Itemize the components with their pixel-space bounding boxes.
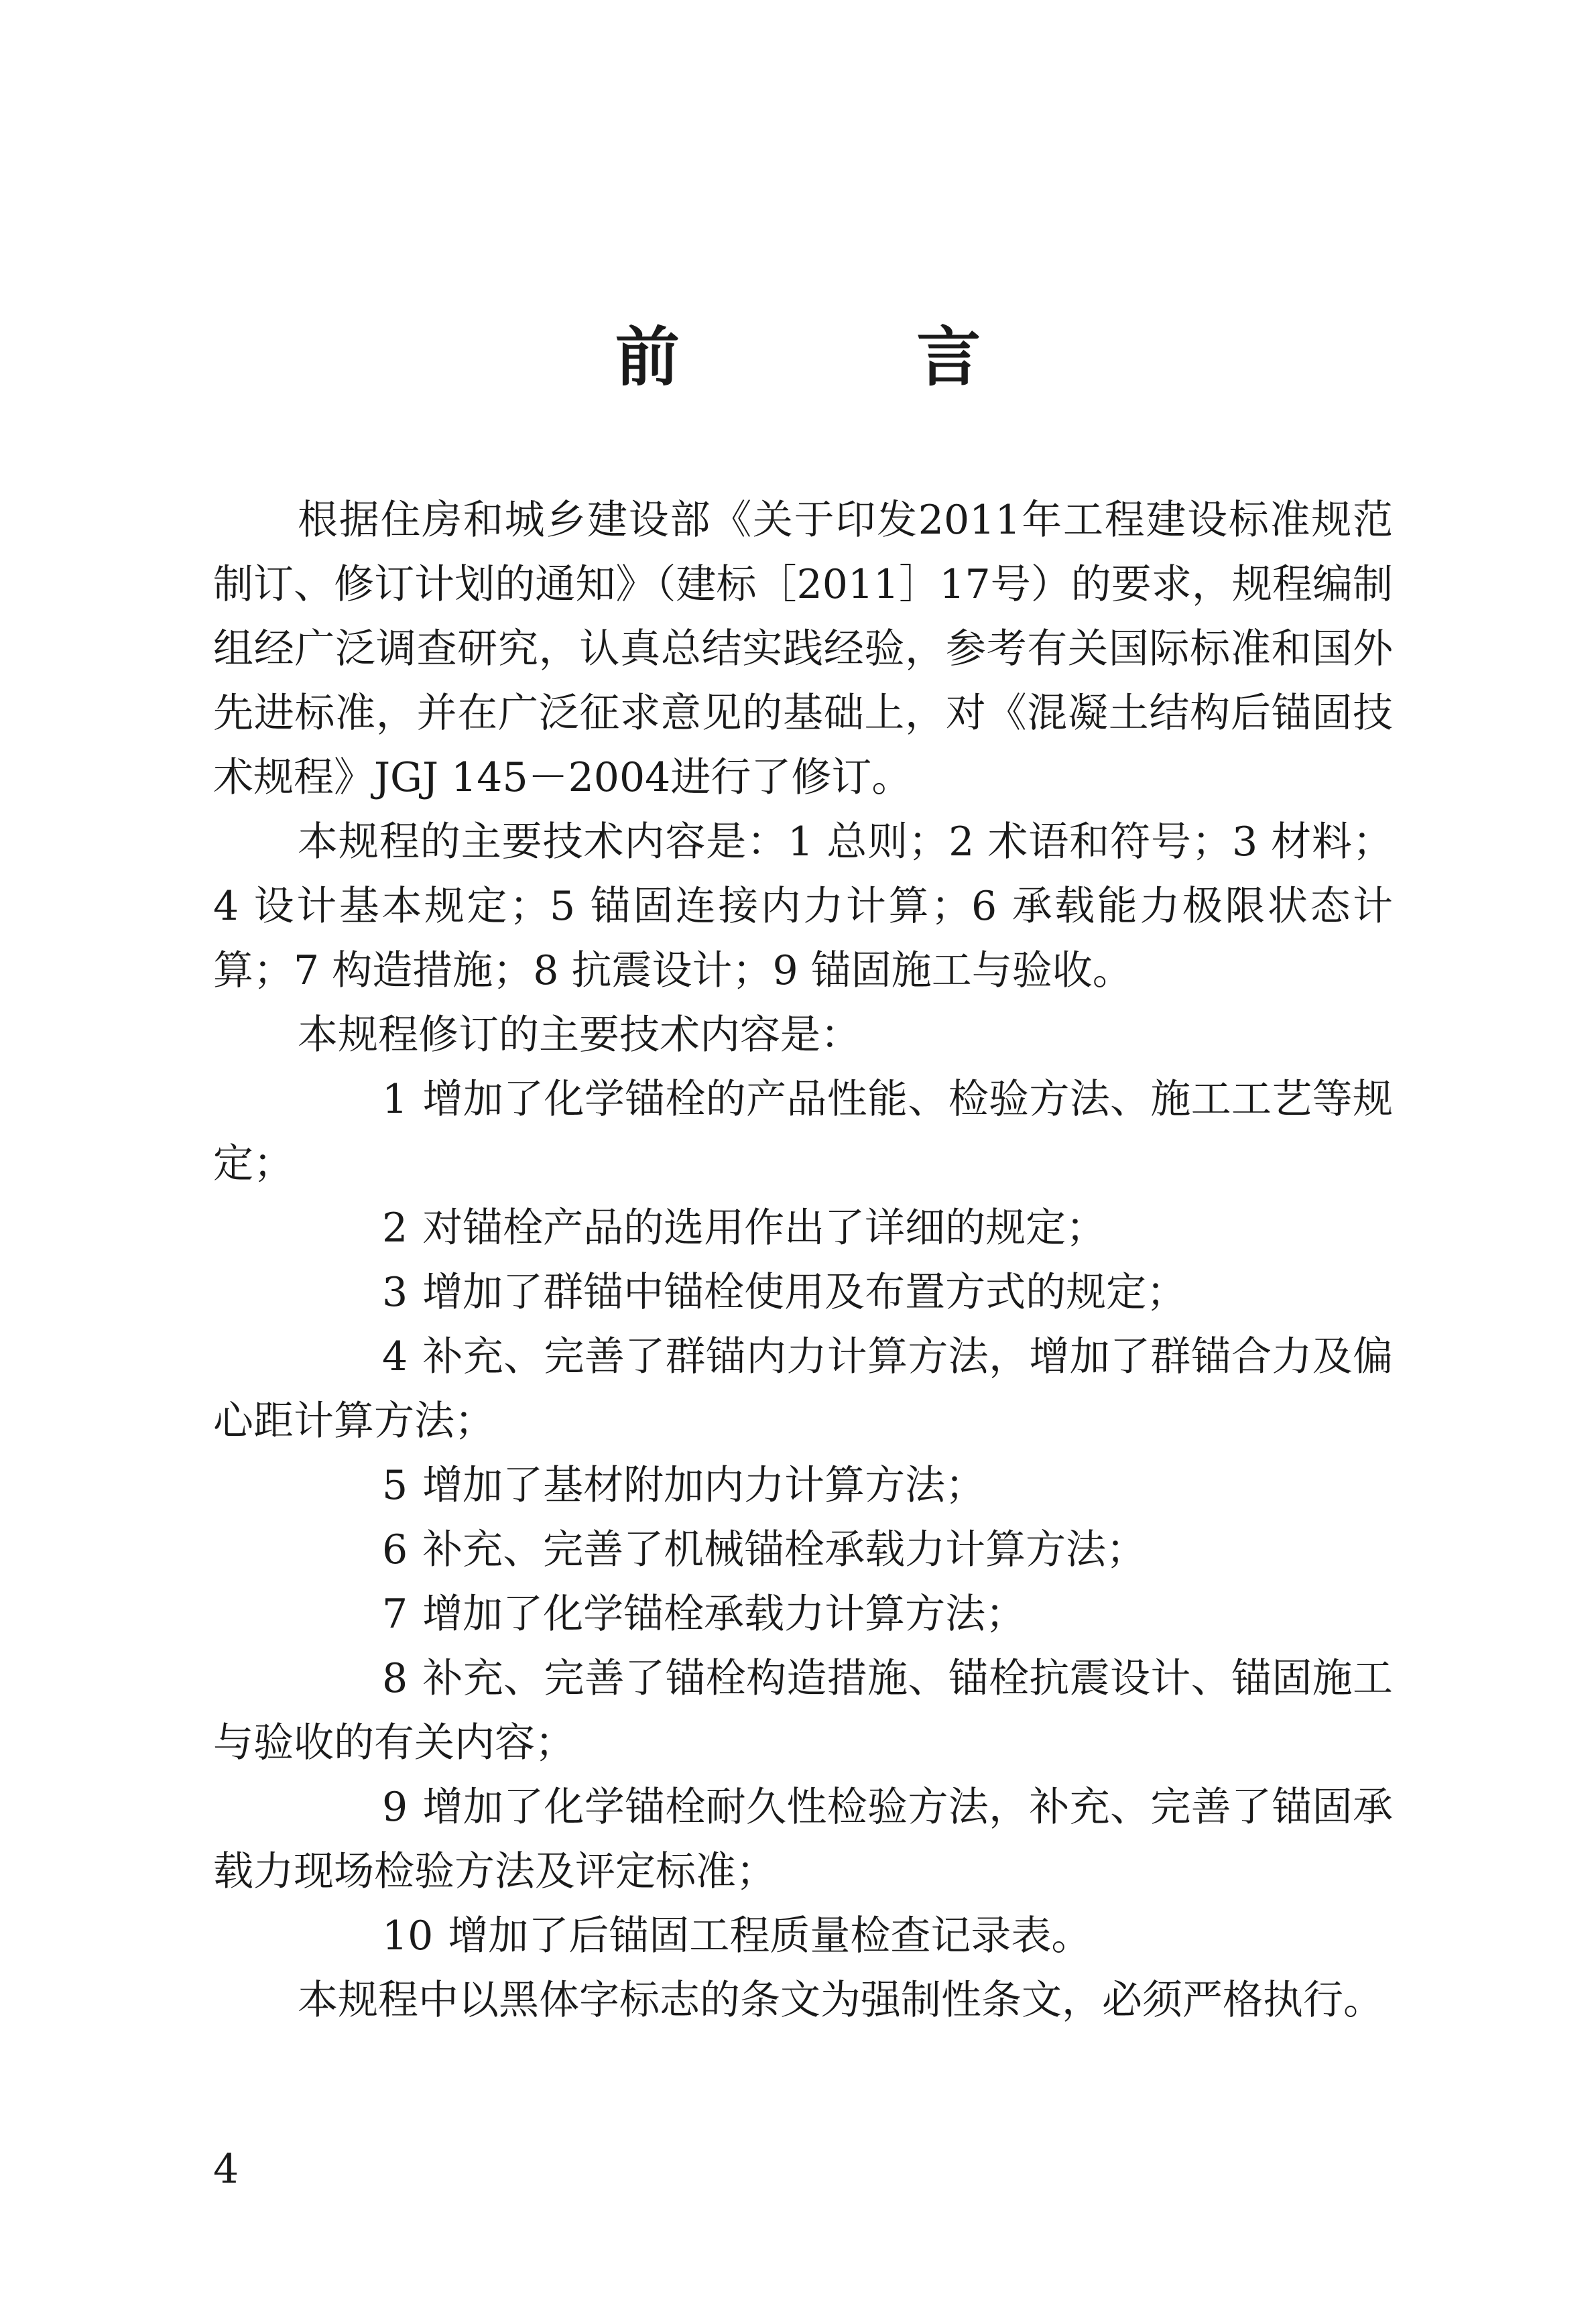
revision-item [213, 1775, 1393, 1904]
revision-item-text: 增加了化学锚栓承载力计算方法； [422, 1591, 1026, 1638]
revision-item-text: 增加了后锚固工程质量检查记录表。 [448, 1912, 1092, 1959]
revision-item-text: 增加了化学锚栓的产品性能、检验方法、施工工艺等规定； [213, 1076, 1393, 1187]
revision-item [213, 1196, 1393, 1260]
revision-item-text: 补充、完善了机械锚栓承载力计算方法； [422, 1526, 1147, 1573]
page-title: 前 言 [615, 320, 1089, 395]
revision-item [213, 1260, 1393, 1325]
revision-item [213, 1453, 1393, 1518]
page-number: 4 [213, 2146, 239, 2193]
revision-item-text: 对锚栓产品的选用作出了详细的规定； [422, 1205, 1107, 1252]
revision-item-text: 增加了化学锚栓耐久性检验方法，补充、完善了锚固承载力现场检验方法及评定标准； [213, 1784, 1393, 1895]
revision-item-number: 1 [382, 1076, 408, 1123]
revision-item-number: 7 [382, 1591, 408, 1638]
revision-item-number: 3 [382, 1269, 408, 1316]
intro-paragraph: 根据住房和城乡建设部《关于印发2011年工程建设标准规范制订、修订计划的通知》（建标［2011］17号）的要求，规程编制组经广泛调查研究，认真总结实践经验，参考有关国际标准和国外先进标准，并在广泛征求意见的基础上，对《混凝土结构后锚固技术规程》JGJ 145－2004进行了修订。 [213, 497, 1393, 801]
revision-item [213, 1646, 1393, 1775]
revision-item-text: 补充、完善了锚栓构造措施、锚栓抗震设计、锚固施工与验收的有关内容； [213, 1655, 1393, 1766]
revision-item-number: 6 [382, 1526, 408, 1573]
revision-item-number: 10 [382, 1912, 434, 1959]
mandatory-clause-paragraph: 本规程中以黑体字标志的条文为强制性条文，必须严格执行。 [298, 1977, 1384, 2024]
revision-item-number: 4 [382, 1333, 408, 1380]
body-text [213, 488, 1393, 2032]
revision-item [213, 1582, 1393, 1646]
revision-lead-paragraph: 本规程修订的主要技术内容是： [298, 1012, 861, 1058]
revision-item-text: 补充、完善了群锚内力计算方法，增加了群锚合力及偏心距计算方法； [213, 1333, 1393, 1445]
revision-item-number: 5 [382, 1462, 408, 1509]
revision-item-number: 8 [382, 1655, 408, 1702]
revision-item-text: 增加了基材附加内力计算方法； [422, 1462, 986, 1509]
revision-item [213, 1518, 1393, 1582]
revision-item [213, 1904, 1393, 1968]
revision-item-number: 9 [382, 1784, 408, 1831]
main-content-paragraph: 本规程的主要技术内容是：1 总则；2 术语和符号；3 材料；4 设计基本规定；5 锚固连接内力计算；6 承载能力极限状态计算；7 构造措施；8 抗震设计；9 锚固施工与验收。 [213, 818, 1393, 994]
revision-item-number: 2 [382, 1205, 408, 1252]
revision-item [213, 1067, 1393, 1196]
revision-item [213, 1325, 1393, 1453]
revision-item-text: 增加了群锚中锚栓使用及布置方式的规定； [422, 1269, 1187, 1316]
